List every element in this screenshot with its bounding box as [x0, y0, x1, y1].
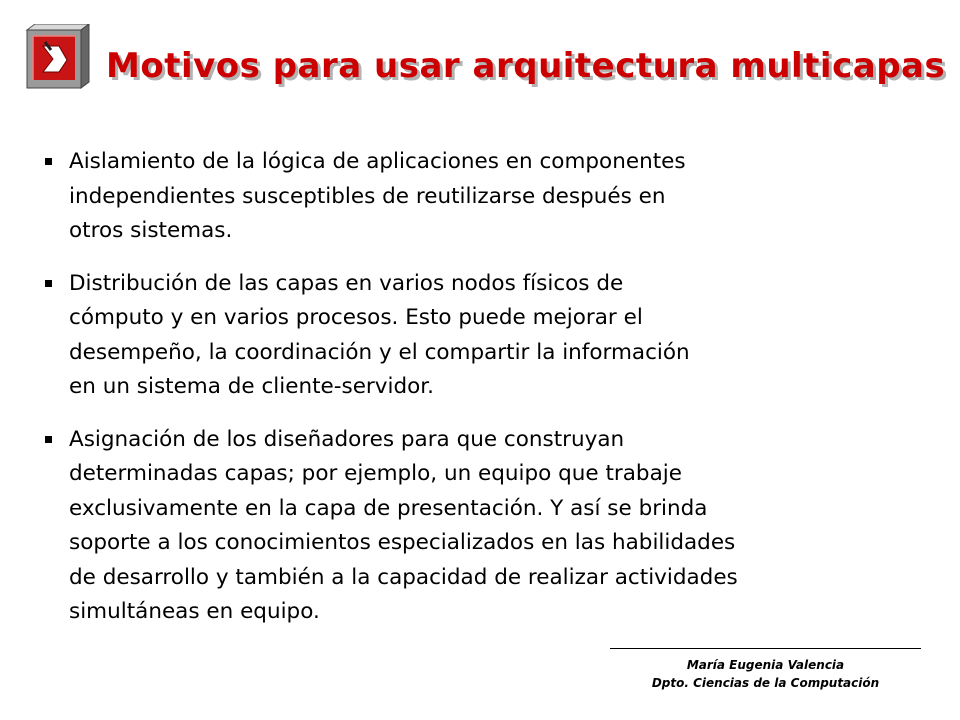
square-bullet-icon — [45, 158, 52, 165]
bullet-item — [44, 145, 924, 249]
bullet-item — [44, 423, 924, 630]
footer — [610, 656, 921, 692]
bullet-line: soporte a los conocimientos especializados en las habilidades — [69, 530, 736, 555]
footer-divider — [610, 648, 921, 649]
bullet-line: cómputo y en varios procesos. Esto puede mejorar el — [69, 305, 643, 330]
bullet-line: determinadas capas; por ejemplo, un equipo que trabaje — [69, 461, 682, 486]
bullet-line: Aislamiento de la lógica de aplicaciones en componentes — [69, 149, 686, 174]
footer-department: Dpto. Ciencias de la Computación — [651, 676, 880, 690]
bullet-item — [44, 267, 924, 405]
square-bullet-icon — [45, 436, 52, 443]
bullet-line: independientes susceptibles de reutilizarse después en — [69, 183, 666, 209]
square-bullet-icon — [45, 280, 52, 287]
slide-title: Motivos para usar arquitectura multicapas — [106, 46, 946, 86]
bullet-line: otros sistemas. — [69, 218, 233, 243]
bullet-line: de desarrollo y también a la capacidad de realizar actividades — [69, 564, 738, 590]
bullet-line: exclusivamente en la capa de presentación. Y así se brinda — [69, 495, 708, 521]
bullet-list — [44, 145, 924, 630]
bullet-line: Asignación de los diseñadores para que construyan — [69, 426, 625, 452]
bullet-line: Distribución de las capas en varios nodos físicos de — [69, 270, 624, 296]
footer-author: María Eugenia Valencia — [686, 658, 845, 672]
bullet-line: en un sistema de cliente-servidor. — [69, 374, 434, 399]
red-dropdown-box-icon — [25, 24, 91, 90]
bullet-line: desempeño, la coordinación y el compartir la información — [69, 339, 690, 365]
bullet-line: simultáneas en equipo. — [69, 599, 320, 624]
